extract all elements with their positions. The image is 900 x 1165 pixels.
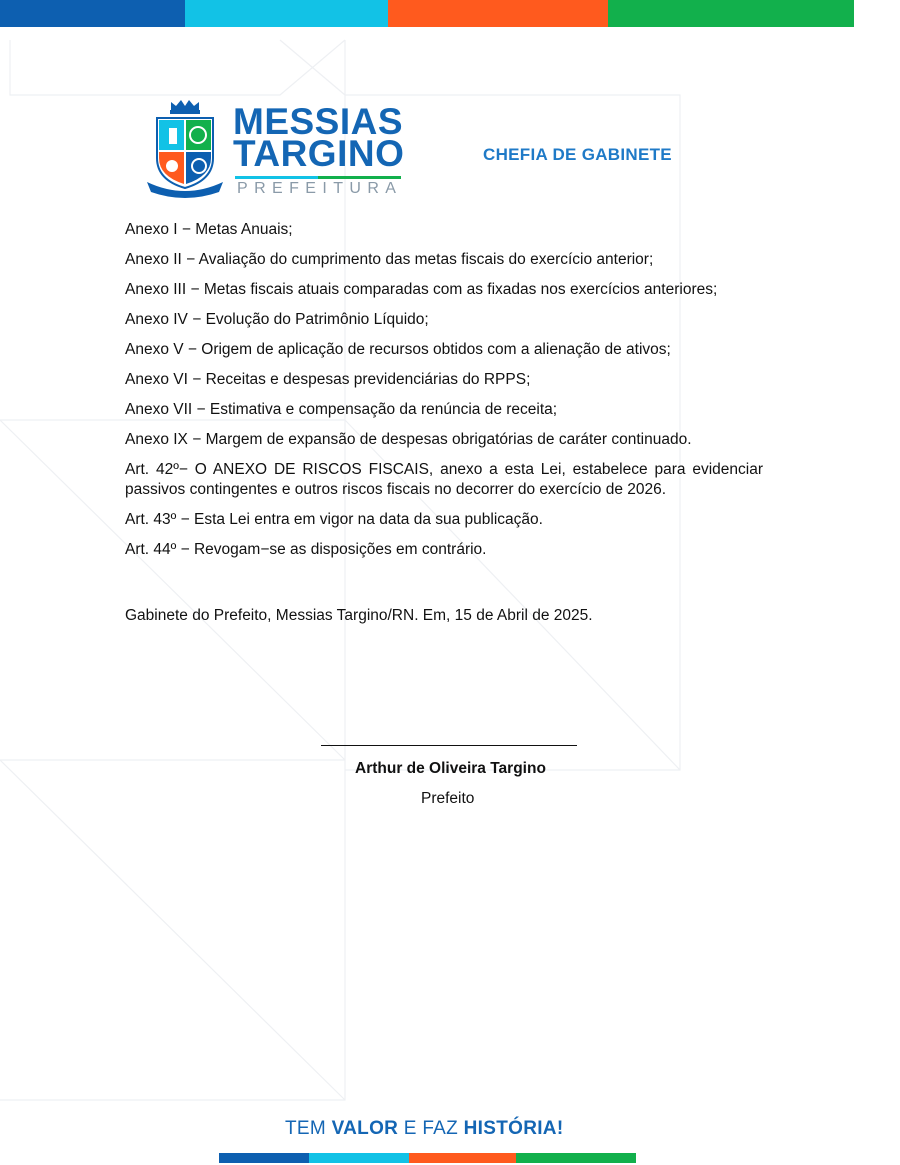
bottom-bar-blue-segment bbox=[219, 1153, 309, 1163]
brand-wordmark bbox=[233, 101, 405, 174]
slogan-part-3: E FAZ bbox=[398, 1118, 464, 1139]
brand-line-1: MESSIAS bbox=[233, 101, 404, 142]
annex-item: Anexo IX − Margem de expansão de despesas obrigatórias de caráter continuado. bbox=[125, 431, 692, 448]
slogan-part-1: TEM bbox=[285, 1118, 332, 1139]
slogan-part-4: HISTÓRIA! bbox=[463, 1118, 564, 1139]
bottom-color-bar bbox=[219, 1153, 636, 1163]
municipal-crest-icon bbox=[145, 100, 225, 198]
annex-item: Anexo VII − Estimativa e compensação da renúncia de receita; bbox=[125, 401, 558, 418]
top-bar-cyan-segment bbox=[185, 0, 388, 27]
annex-item: Anexo II − Avaliação do cumprimento das metas fiscais do exercício anterior; bbox=[125, 251, 654, 268]
signatory-name: Arthur de Oliveira Targino bbox=[355, 760, 546, 777]
bottom-bar-cyan-segment bbox=[309, 1153, 409, 1163]
letterhead bbox=[145, 100, 705, 205]
top-bar-blue-segment bbox=[0, 0, 185, 27]
top-color-bar bbox=[0, 0, 854, 27]
annex-item: Anexo I − Metas Anuais; bbox=[125, 221, 293, 238]
brand-line-2: TARGINO bbox=[233, 133, 405, 174]
bottom-bar-orange-segment bbox=[409, 1153, 516, 1163]
annex-item: Anexo V − Origem de aplicação de recursos obtidos com a alienação de ativos; bbox=[125, 341, 671, 358]
bottom-bar-green-segment bbox=[516, 1153, 636, 1163]
annex-item: Anexo III − Metas fiscais atuais comparadas com as fixadas nos exercícios anteriores; bbox=[125, 281, 718, 298]
top-bar-green-segment bbox=[608, 0, 854, 27]
office-title: CHEFIA DE GABINETE bbox=[483, 145, 672, 164]
annex-item: Anexo IV − Evolução do Patrimônio Líquido; bbox=[125, 311, 429, 328]
annex-item: Anexo VI − Receitas e despesas previdenciárias do RPPS; bbox=[125, 371, 531, 388]
document-body bbox=[125, 220, 763, 570]
signatory-role: Prefeito bbox=[421, 790, 475, 807]
top-bar-orange-segment bbox=[388, 0, 608, 27]
brand-color-rule bbox=[235, 176, 401, 179]
closing-statement: Gabinete do Prefeito, Messias Targino/RN. Em, 15 de Abril de 2025. bbox=[125, 607, 593, 624]
article-42: Art. 42º− O ANEXO DE RISCOS FISCAIS, anexo a esta Lei, estabelece para evidenciar passivos contingentes e outros riscos fiscais no decorrer do exercício de 2026. bbox=[125, 461, 763, 498]
brand-subtitle: PREFEITURA bbox=[237, 180, 403, 197]
footer-slogan bbox=[285, 1118, 563, 1140]
article-44: Art. 44º − Revogam−se as disposições em contrário. bbox=[125, 541, 487, 558]
slogan-part-2: VALOR bbox=[331, 1118, 399, 1139]
article-43: Art. 43º − Esta Lei entra em vigor na data da sua publicação. bbox=[125, 511, 543, 528]
signature-line bbox=[321, 745, 577, 746]
